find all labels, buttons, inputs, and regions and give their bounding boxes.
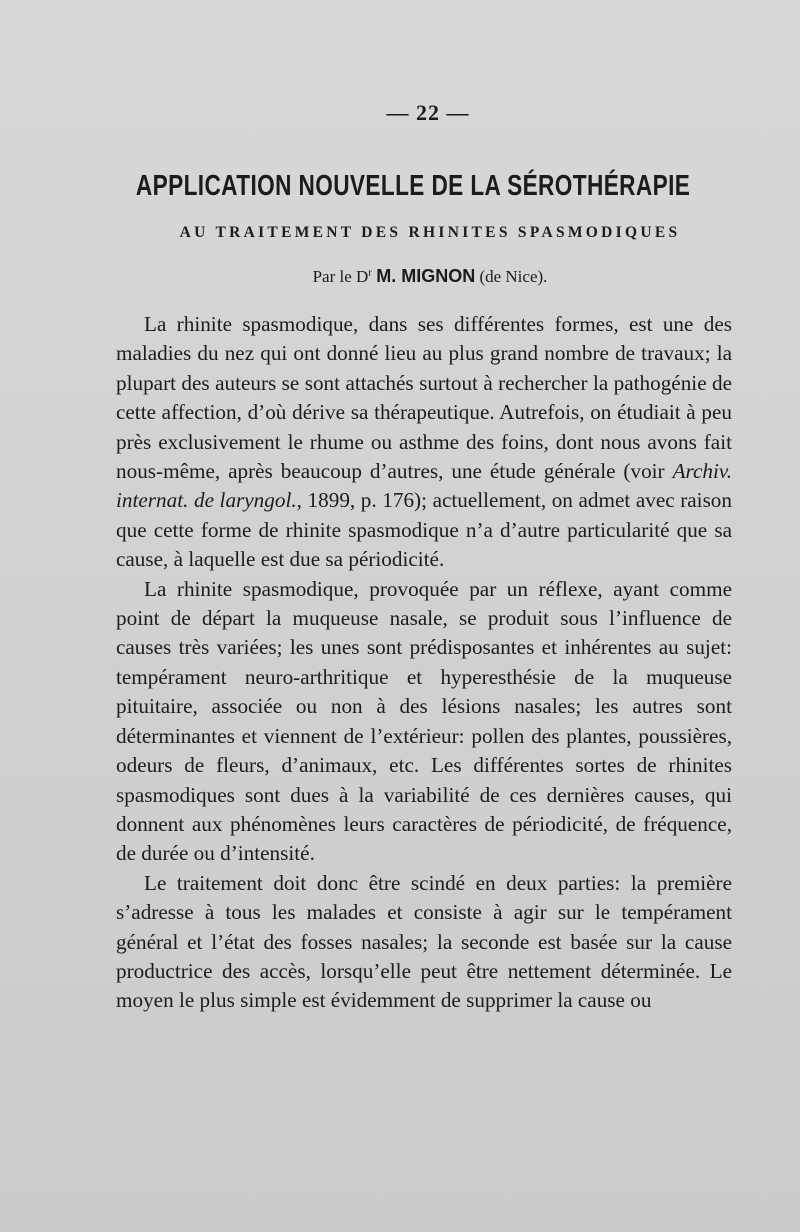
page-number: — 22 — [386,100,470,125]
journal-citation: Archiv. internat. de laryngol. [116,459,732,513]
paragraph-text: La rhinite spasmodique, provoquée par un réflexe, ayant comme point de départ la muqueuse nasale, se produit sous l’influence de causes très variées; les unes sont prédisposantes et inhérentes au sujet: tempérament neuro-arthritique et hyperesthésie de la muqueuse pituitaire, associée ou non à des lésions nasales; les autres sont déterminantes et viennent de l’extérieur: pollen des plantes, poussières, odeurs de fleurs, d’animaux, etc. Les différentes sortes de rhinites spasmodiques sont dues à la variabilité de ces dernières causes, qui donnent aux phénomènes leurs caractères de périodicité, de fréquence, de durée ou d’intensité. [116,576,732,866]
paragraph [116,310,732,575]
article-subtitle: AU TRAITEMENT DES RHINITES SPASMODIQUES [179,224,681,241]
paragraph [116,575,732,869]
article-body [116,310,732,1016]
author-name: M. MIGNON [376,266,476,286]
byline-prefix: Par le D [312,267,369,286]
byline-suffix: (de Nice). [479,267,548,286]
article-title: APPLICATION NOUVELLE DE LA SÉROTHÉRAPIE [135,170,691,202]
author-byline [120,266,740,287]
paragraph-text: , 1899, p. 176); actuellement, on admet avec raison que cette forme de rhinite spasmodique n’a d’autre particularité que sa cause, à laquelle est due sa périodicité. [116,488,732,572]
paragraph [116,869,732,1016]
paragraph-text: Le traitement doit donc être scindé en deux parties: la première s’adresse à tous les malades et consiste à agir sur le tempérament général et l’état des fosses nasales; la seconde est basée sur la cause productrice des accès, lorsqu’elle peut être nettement déterminée. Le moyen le plus simple est évidemment de supprimer la cause ou [116,870,732,1013]
byline-sup: r [368,266,372,279]
paragraph-text: La rhinite spasmodique, dans ses différentes formes, est une des maladies du nez qui ont donné lieu au plus grand nombre de travaux; la plupart des auteurs se sont attachés surtout à rechercher la pathogénie de cette affection, d’où dérive sa thérapeutique. Autrefois, on étudiait à peu près exclusivement le rhume ou asthme des foins, dont nous avons fait nous-même, après beaucoup d’autres, une étude générale (voir [116,312,732,484]
